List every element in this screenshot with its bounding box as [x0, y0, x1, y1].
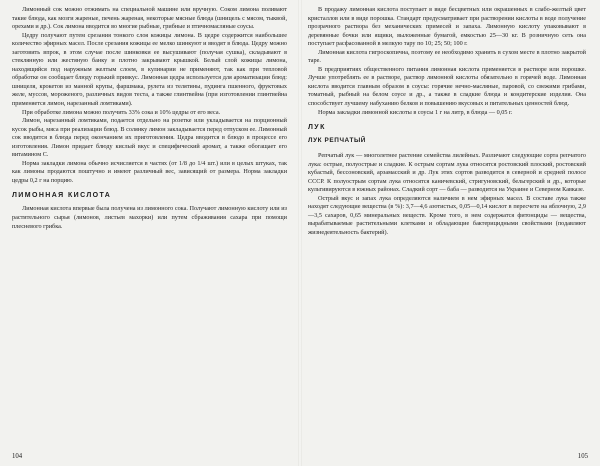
right-text-column: [308, 6, 586, 238]
paragraph: Острый вкус и запах лука определяются наличием в нем эфирных масел. В составе лука также находят следующие вещества (в %): 3,7—4,6 азотистых, 0,05—0,14 кислот в пересчете на яблочную, 2,9—3,5 сахаров, 0,65 минеральных веществ. Кроме того, в нем содержатся фитонциды — вещества, вырабатываемые растительными клетками и обладающие бактерицидными свойствами (подавляют жизнедеятельность бактерий).: [308, 194, 586, 237]
paragraph: Норма закладки лимонной кислоты в соусы 1 г на литр, в блюда — 0,05 г.: [318, 108, 513, 116]
right-page: [300, 0, 600, 466]
left-text-column: [12, 6, 287, 231]
paragraph: При обработке лимона можно получить 33% сока и 10% цедры от его веса.: [22, 108, 221, 116]
paragraph: Лимон, нарезанный ломтиками, подается отдельно на розетке или укладывается на порционный кусок рыбы, мяса при реализации блюд. В солянку лимон закладывается перед отпуском ее. Лимонный сок вводится в блюда перед окончанием их приготовления. Цедра вводится в блюдо в процессе его изготовления. Лимон придает блюду кислый вкус и специфический аромат, а также обогащает его витамином С.: [12, 117, 287, 159]
paragraph: Норма закладки лимона обычно исчисляется в частях (от 1/8 до 1/4 шт.) или в целых штуках, так как лимоны продаются поштучно и имеют различный вес, зависящий от размера. Норма закладки цедры 0,2 г на порцию.: [12, 159, 287, 184]
paragraph: Лимонная кислота впервые была получена из лимонного сока. Получают лимонную кислоту или из растительного сырья (лимонов, листьев махорки) или путем сбраживания сахара при помощи плесневого грибка.: [12, 205, 287, 230]
paragraph: Лимонная кислота гигроскопична, поэтому ее необходимо хранить в сухом месте в плотно закрытой таре.: [308, 48, 586, 65]
paragraph: Цедру получают путем срезания тонкого слоя кожицы лимона. В цедре содержится наибольшее количество эфирных масел. После срезания кожицы ее мелко шинкуют и вводят в блюда. Цедру можно заготовить впрок, в этом случае после шинковки ее высушивают (получая сушка), складывают в стеклянную или жестяную банку и плотно закрывают крышкой. Белый слой кожицы лимона, находящийся под наружным желтым слоем, в кулинарии не применяют, так как при тепловой обработке он сообщает блюду горький привкус. Лимонная цедра используется для ароматизации блюд: шницеля, крокетов из манной крупы, фаршмака, рулета из телятины, пудинга пшенного, фруктовых желе, муссов, мороженого, различных видов теста, а также глинтвейна (при изготовлении глинтвейна применяется лимон, нарезанный ломтиками).: [12, 31, 287, 108]
page-number: 105: [577, 453, 588, 460]
paragraph: В предприятиях общественного питания лимонная кислота применяется в растворе или порошке. Лучше употреблять ее в растворе, раствор лимонной кислоты обязательно в горячей воде. Лимонная кислота вводится главным образом в соусы: горячие нечно-масляные, паровой, со свежими грибами, томатный, рыбный на белом соусе и др., а также в сладкие блюда и кондитерские изделия. Она способствует лучшему набуханию белков и повышению вкусовых и питательных ценностей блюд.: [308, 65, 586, 108]
paragraph: Лимонный сок можно отжимать на специальной машине или вручную. Соком лимона поливают такие блюда, как мозги жареные, печень жареная, некоторые мясные блюда (шницель с мясом, тыквой, орехами и др.). Сок лимона вводится во многие рыбные, грибные и птичномасляные соусы.: [12, 6, 287, 31]
subsection-heading: ЛУК РЕПЧАТЫЙ: [308, 137, 366, 145]
paragraph: В продажу лимонная кислота поступает в виде бесцветных или окрашенных в слабо-желтый цвет кристаллов или в виде порошка. Стандарт предусматривает при растворении кислоты в воде получение прозрачного раствора без механических примесей и запаха. Лимонную кислоту упаковывают в деревянные бочки или ящики, выложенные бумагой, емкостью 25—30 кг. В розничную сеть она поступает расфасованной в мелкую тару по 10; 25; 50; 100 г.: [308, 6, 586, 48]
page-number: 104: [12, 453, 23, 460]
section-heading: ЛИМОННАЯ КИСЛОТА: [12, 192, 112, 200]
paragraph: Репчатый лук — многолетнее растение семейства лилейных. Различают следующие сорта репчатого лука: острые, полуострые и сладкие. К острым сортам лука относятся ростовский плоский, ростовский кубастый, бессоновский, арзамасский и др. Лук этих сортов разводится в северной и средней полосе СССР. К полуострым сортам лука относятся каничевский, стригуновский, бельгерский и др., которые культивируются в южных районах. Сладкий сорт — баба — разводится на Украине и Северном Кавказе.: [308, 152, 586, 194]
section-heading: ЛУК: [308, 124, 326, 132]
